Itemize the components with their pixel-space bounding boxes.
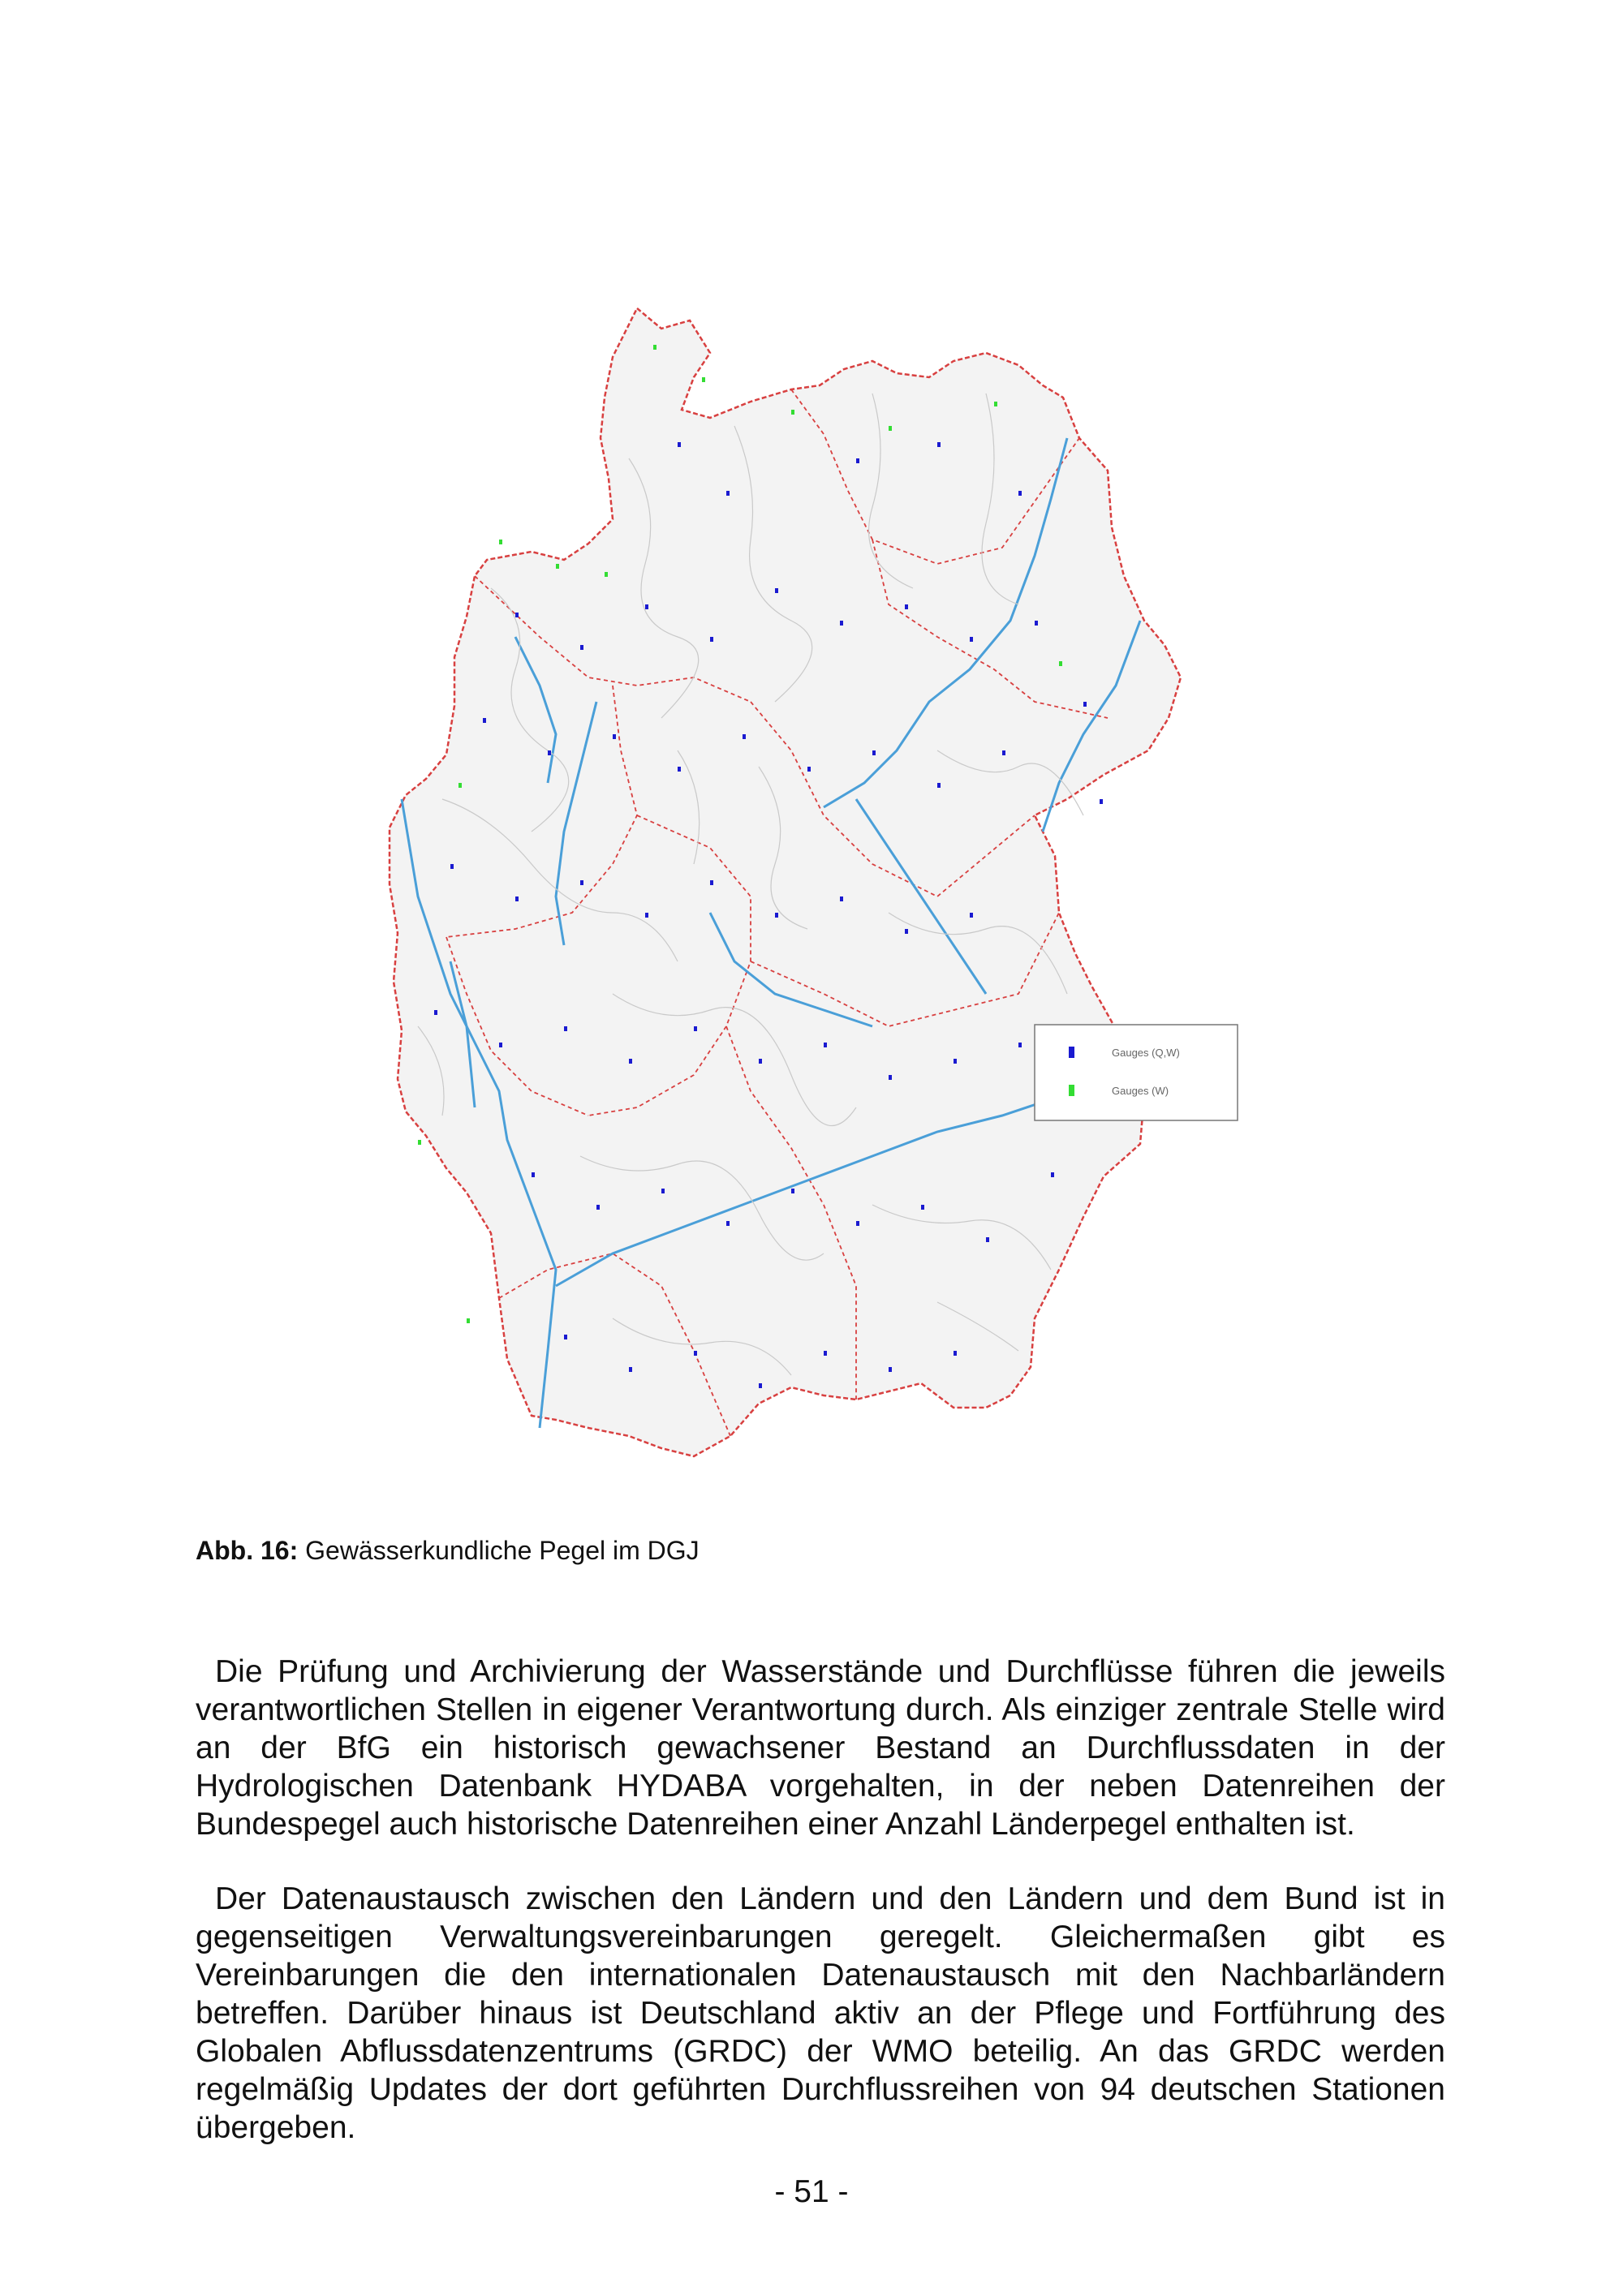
caption-label: Abb. 16:: [196, 1536, 299, 1565]
figure-caption: [196, 1536, 700, 1566]
germany-outline: [390, 308, 1181, 1456]
legend-label-w: Gauges (W): [1112, 1085, 1169, 1097]
germany-gauge-map: [369, 296, 1262, 1497]
caption-text: Gewässerkundliche Pegel im DGJ: [305, 1536, 700, 1565]
body-paragraph-2: Der Datenaustausch zwischen den Ländern und den Ländern und dem Bund ist in gegenseitigen Verwaltungsvereinbarungen geregelt. Gleichermaßen gibt es Vereinbarungen die den internationalen Datenaustausch mit den Nachbarländern betreffen. Darüber hinaus ist Deutschland aktiv an der Pflege und Fortführung des Globalen Abflussdatenzentrums (GRDC) der WMO beteilig. An das GRDC werden regelmäßig Updates der dort geführten Durchflussreihen von 94 deutschen Stationen übergeben.: [196, 1881, 1445, 2145]
page-number: - 51 -: [774, 2174, 849, 2209]
legend-label-qw: Gauges (Q,W): [1112, 1047, 1180, 1059]
body-paragraph-1: Die Prüfung und Archivierung der Wasserstände und Durchflüsse führen die jeweils verantwortlichen Stellen in eigener Verantwortung durch. Als einziger zentrale Stelle wird an der BfG ein historisch gewachsener Bestand an Durchflussdaten in der Hydrologischen Datenbank HYDABA vorgehalten, in der neben Datenreihen der Bundespegel auch historische Datenreihen einer Anzahl Länderpegel enthalten ist.: [196, 1654, 1445, 1842]
map-legend: [1035, 1025, 1238, 1120]
legend-swatch-qw: [1069, 1047, 1074, 1058]
legend-swatch-w: [1069, 1085, 1074, 1096]
